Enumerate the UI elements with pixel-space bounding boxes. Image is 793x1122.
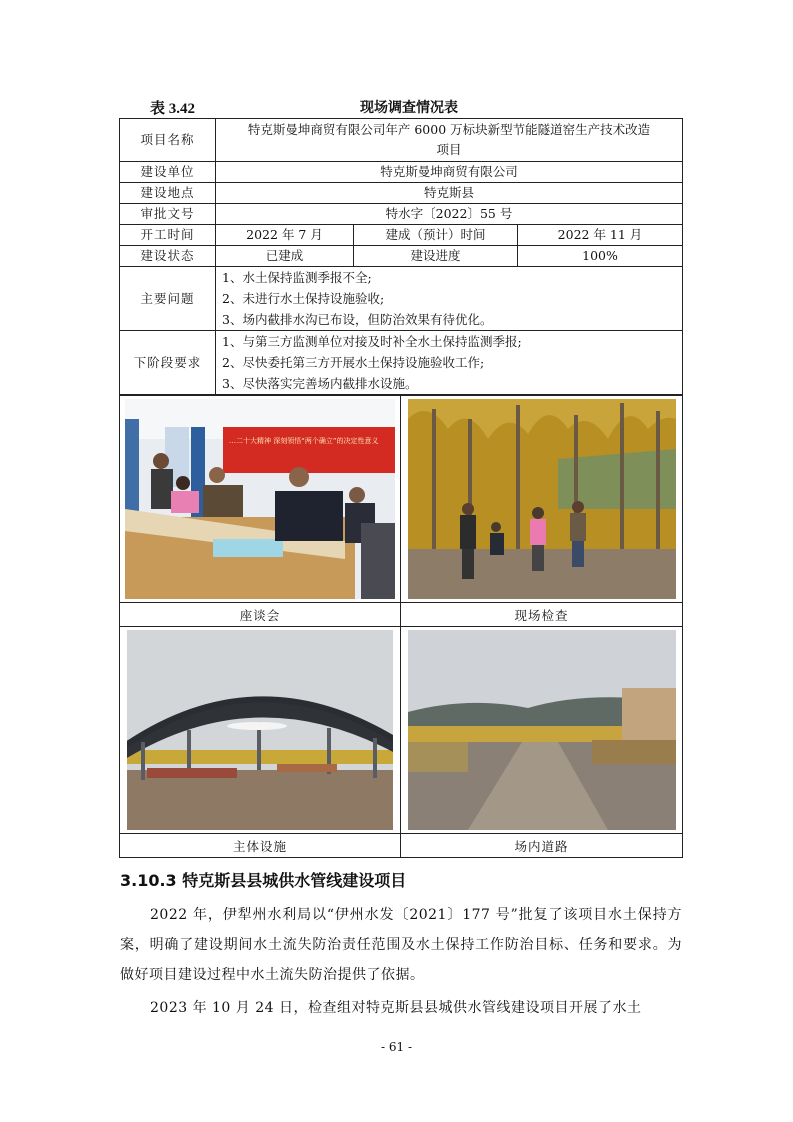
road-photo bbox=[408, 630, 676, 830]
project-name-line2: 项目 bbox=[436, 142, 462, 157]
progress-label: 建设进度 bbox=[354, 246, 518, 267]
site-value: 特克斯县 bbox=[216, 183, 683, 204]
start-value: 2022 年 7 月 bbox=[216, 225, 354, 246]
body-paragraph: 2022 年，伊犁州水利局以“伊州水发〔2021〕177 号”批复了该项目水土保持方案，明确了建设期间水土流失防治责任范围及水土保持工作防治目标、任务和要求。为做好项目建设过程中水土流失防治提供了依据。 bbox=[120, 907, 682, 983]
builder-value: 特克斯曼坤商贸有限公司 bbox=[216, 162, 683, 183]
photo-table bbox=[119, 395, 683, 858]
progress-value: 100% bbox=[518, 246, 683, 267]
row-approval bbox=[120, 204, 683, 225]
row-issues bbox=[120, 267, 683, 331]
next-item: 3、尽快落实完善场内截排水设施。 bbox=[222, 376, 418, 391]
inspection-photo-cell bbox=[401, 396, 683, 603]
table-number: 表 3.42 bbox=[150, 101, 196, 117]
approval-value: 特水字〔2022〕55 号 bbox=[216, 204, 683, 225]
table-caption bbox=[120, 97, 682, 117]
next-item: 2、尽快委托第三方开展水土保持设施验收工作; bbox=[222, 355, 485, 370]
issues-list bbox=[216, 267, 683, 331]
meeting-caption: 座谈会 bbox=[120, 603, 401, 627]
meeting-photo bbox=[125, 399, 395, 599]
table-title: 现场调查情况表 bbox=[360, 100, 458, 116]
body-paragraph: 2023 年 10 月 24 日，检查组对特克斯县县城供水管线建设项目开展了水土 bbox=[150, 1000, 642, 1016]
row-dates bbox=[120, 225, 683, 246]
project-name-label: 项目名称 bbox=[120, 119, 216, 162]
inspection-caption: 现场检查 bbox=[401, 603, 683, 627]
row-project-name bbox=[120, 119, 683, 162]
facility-photo-cell bbox=[120, 627, 401, 834]
survey-table bbox=[119, 118, 683, 395]
issues-label: 主要问题 bbox=[120, 267, 216, 331]
next-list bbox=[216, 331, 683, 395]
builder-label: 建设单位 bbox=[120, 162, 216, 183]
next-item: 1、与第三方监测单位对接及时补全水土保持监测季报; bbox=[222, 334, 522, 349]
road-caption: 场内道路 bbox=[401, 834, 683, 858]
inspection-photo bbox=[408, 399, 676, 599]
row-site bbox=[120, 183, 683, 204]
finish-label: 建成（预计）时间 bbox=[354, 225, 518, 246]
issue-item: 2、未进行水土保持设施验收; bbox=[222, 291, 385, 306]
page-number: - 61 - bbox=[380, 1040, 412, 1054]
start-label: 开工时间 bbox=[120, 225, 216, 246]
road-photo-cell bbox=[401, 627, 683, 834]
banner-text: …二十大精神 深刻领悟“两个确立”的决定性意义 bbox=[229, 437, 379, 445]
approval-label: 审批文号 bbox=[120, 204, 216, 225]
section-heading: 3.10.3 特克斯县县城供水管线建设项目 bbox=[120, 871, 407, 890]
row-builder bbox=[120, 162, 683, 183]
status-value: 已建成 bbox=[216, 246, 354, 267]
project-name-line1: 特克斯曼坤商贸有限公司年产 6000 万标块新型节能隧道窑生产技术改造 bbox=[247, 122, 651, 137]
project-name-value bbox=[216, 119, 683, 162]
facility-photo bbox=[127, 630, 393, 830]
meeting-photo-cell bbox=[120, 396, 401, 603]
next-label: 下阶段要求 bbox=[120, 331, 216, 395]
row-next bbox=[120, 331, 683, 395]
row-status bbox=[120, 246, 683, 267]
facility-caption: 主体设施 bbox=[120, 834, 401, 858]
finish-value: 2022 年 11 月 bbox=[518, 225, 683, 246]
issue-item: 3、场内截排水沟已布设，但防治效果有待优化。 bbox=[222, 312, 493, 327]
issue-item: 1、水土保持监测季报不全; bbox=[222, 270, 372, 285]
site-label: 建设地点 bbox=[120, 183, 216, 204]
status-label: 建设状态 bbox=[120, 246, 216, 267]
